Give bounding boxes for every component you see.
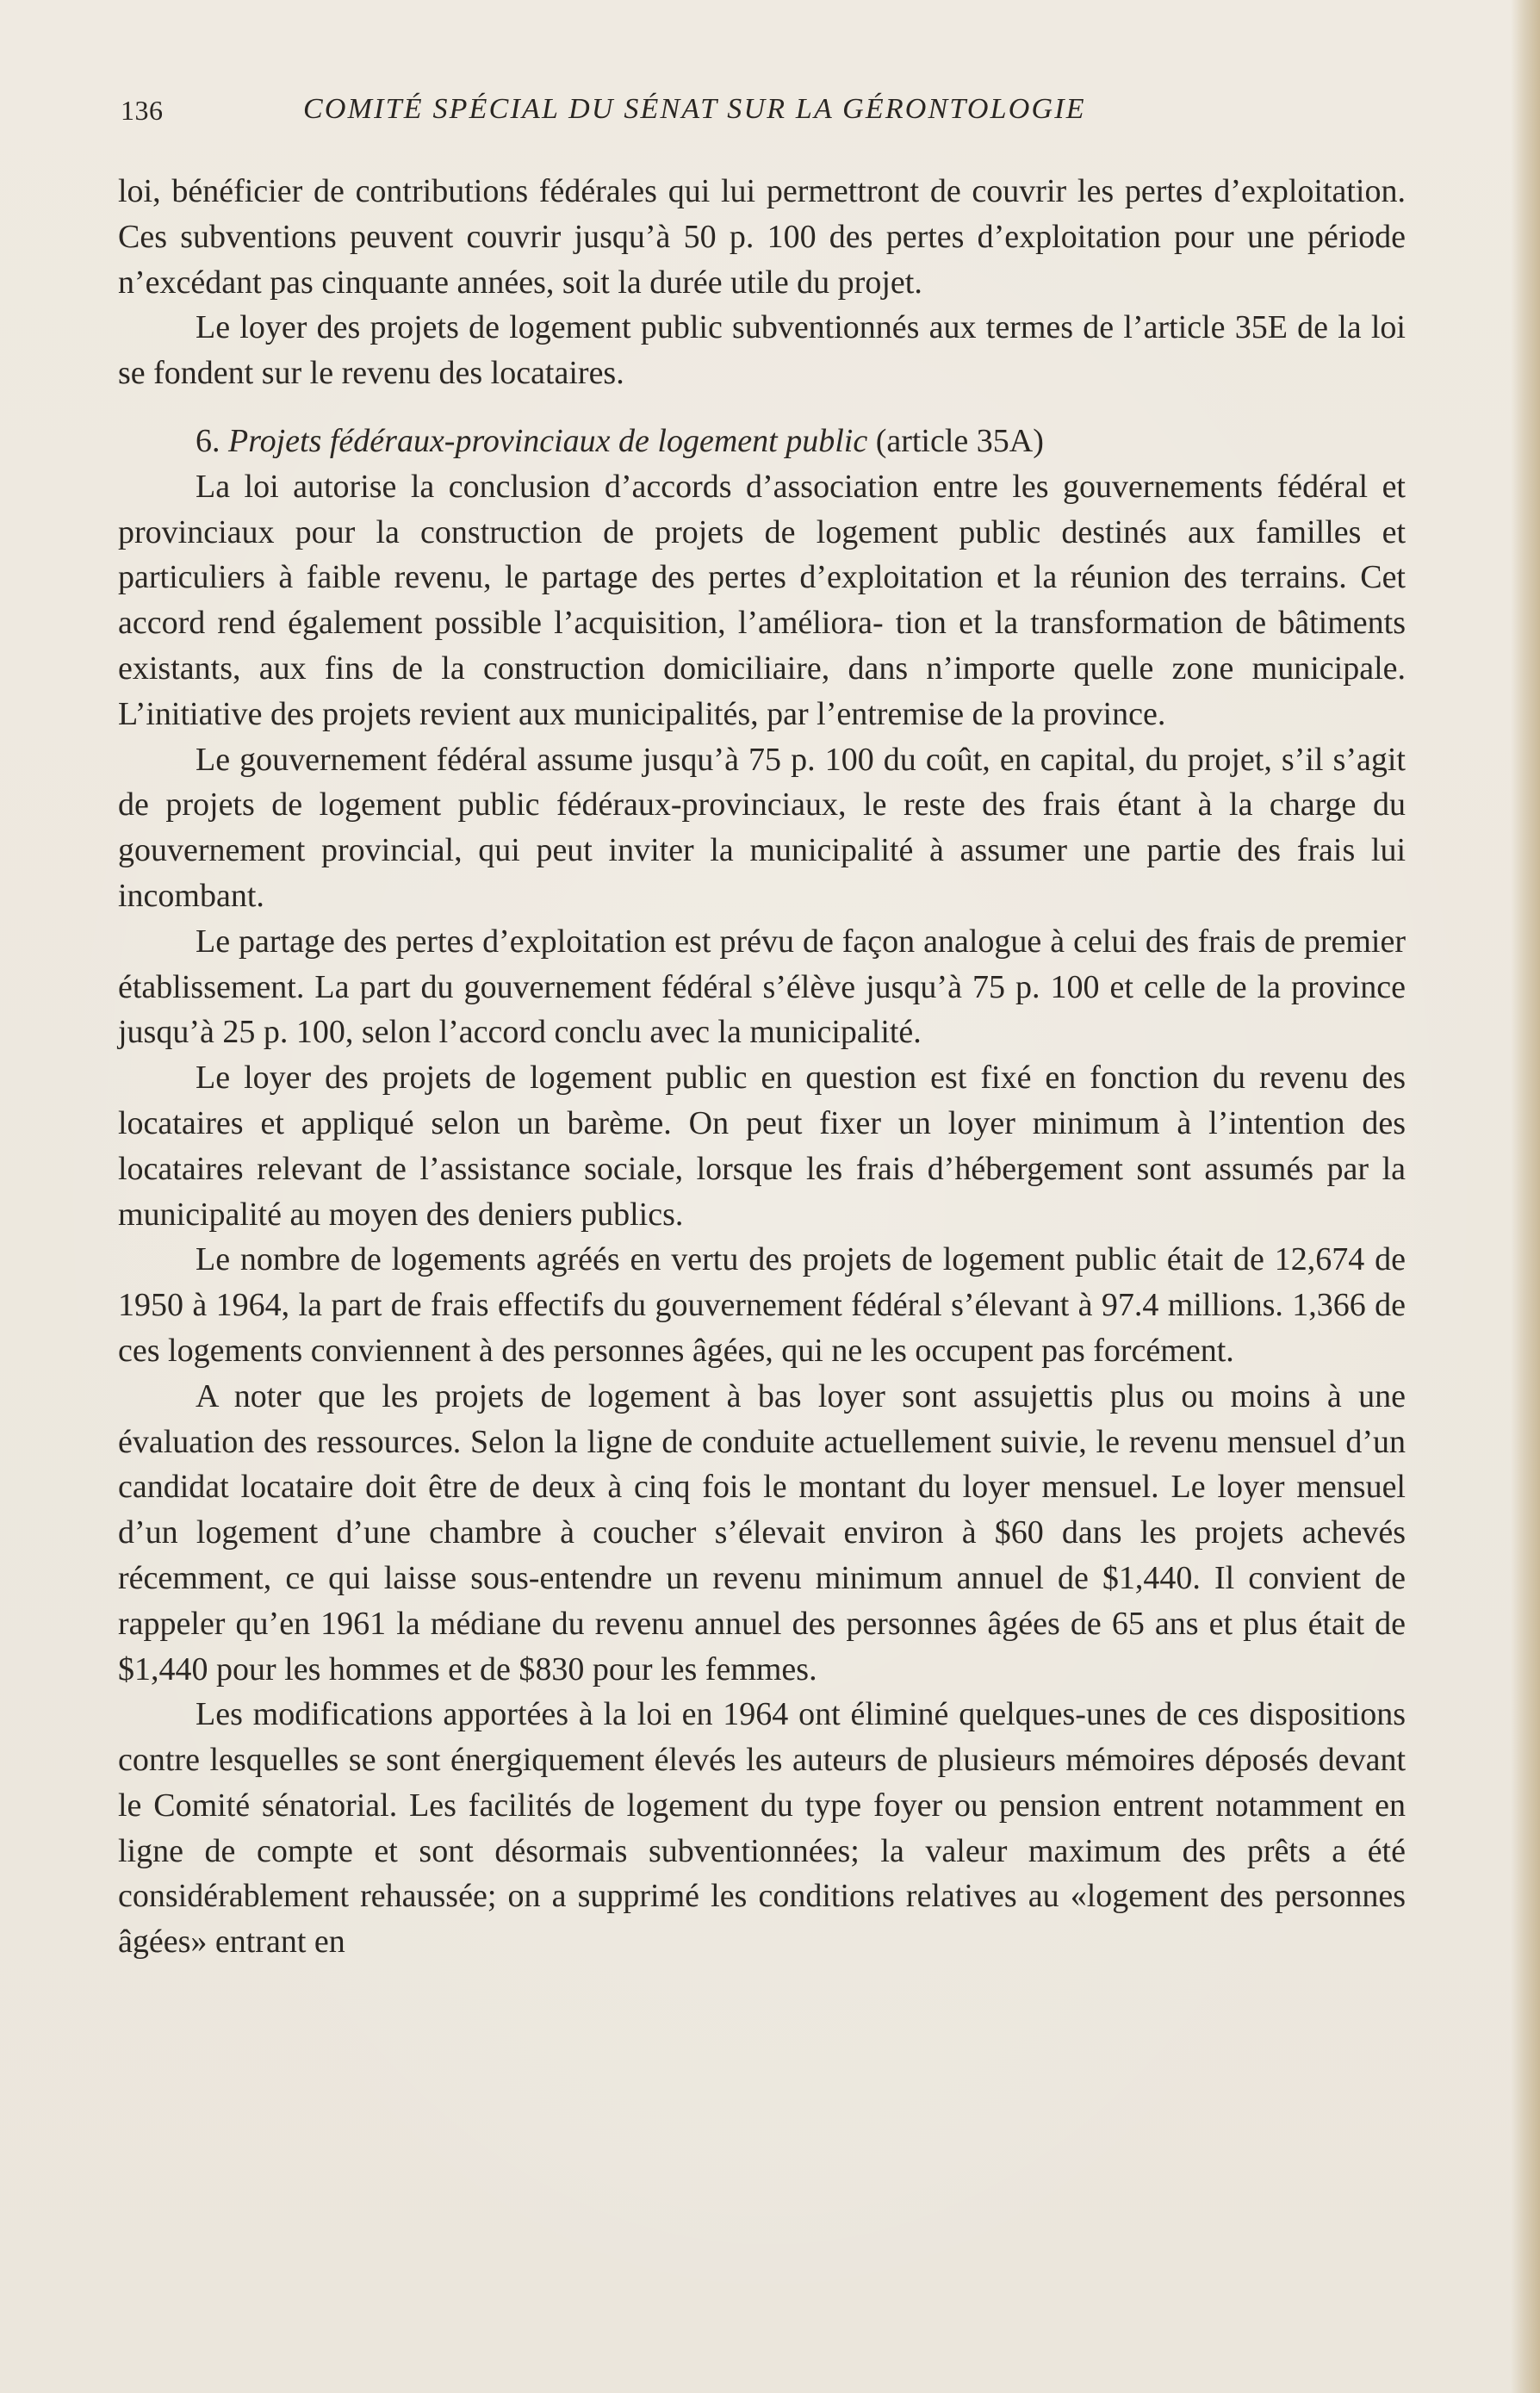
paragraph-agreements: La loi autorise la conclusion d’accords d’association entre les gouvernements fédéral et provinciaux pour la construction de projets de logement public destinés aux familles et particuliers à faible revenu, le partage des pertes d’exploitation et la réunion des terrains. Cet accord rend également possible l’acquisition, l’améliora- tion et la transformation de bâtiments existants, aux fins de la construction domiciliaire, dans n’importe quelle zone municipale. L’initiative des projets revient aux municipalités, par l’entremise de la province. — [118, 468, 1406, 732]
paragraph-unit-count: Le nombre de logements agréés en vertu des projets de logement public était de 12,674 de 1950 à 1964, la part de frais effectifs du gouvernement fédéral s’élevant à 97.4 millions. 1,366 de ces logements conviennent à des personnes âgées, qui ne les occupent pas forcément. — [118, 1241, 1406, 1369]
body-text — [118, 169, 1406, 1965]
paragraph-federal-share: Le gouvernement fédéral assume jusqu’à 75 p. 100 du coût, en capital, du projet, s’il s’agit de projets de logement public fédéraux-provinciaux, le reste des frais étant à la charge du gouvernement provincial, qui peut inviter la municipalité à assumer une partie des frais lui incombant. — [118, 741, 1406, 914]
paragraph-rent-35e: Le loyer des projets de logement public subventionnés aux termes de l’article 35E de la loi se fondent sur le revenu des locataires. — [118, 309, 1406, 392]
running-head: COMITÉ SPÉCIAL DU SÉNAT SUR LA GÉRONTOLOGIE — [303, 93, 1086, 125]
page-edge-shadow — [1511, 0, 1540, 2393]
section-reference: (article 35A) — [875, 422, 1044, 459]
section-heading-6 — [118, 419, 1406, 464]
page-number: 136 — [121, 95, 164, 126]
paragraph-rent-scale: Le loyer des projets de logement public en question est fixé en fonction du revenu des locataires et appliqué selon un barème. On peut fixer un loyer minimum à l’intention des locataires relevant de l’assistance sociale, lorsque les frais d’hébergement sont assumés par la municipalité au moyen des deniers publics. — [118, 1060, 1406, 1233]
paragraph-continuation: loi, bénéficier de contributions fédérales qui lui permettront de couvrir les pertes d’exploitation. Ces subventions peuvent couvrir jusqu’à 50 p. 100 des pertes d’exploitation pour une période n’excédant pas cinquante années, soit la durée utile du projet. — [118, 173, 1406, 301]
section-number: 6. — [196, 422, 220, 459]
section-title: Projets fédéraux-provinciaux de logement public — [228, 422, 868, 459]
page-header — [121, 93, 1408, 136]
paragraph-amendments-1964: Les modifications apportées à la loi en 1964 ont éliminé quelques-unes de ces dispositions contre lesquelles se sont énergiquement élevés les auteurs de plusieurs mémoires déposés devant le Comité sénatorial. Les facilités de logement du type foyer ou pension entrent notamment en ligne de compte et sont désormais subventionnées; la valeur maximum des prêts a été considérablement rehaussée; on a supprimé les conditions relatives au «logement des personnes âgées» entrant en — [118, 1696, 1406, 1961]
paragraph-operating-losses: Le partage des pertes d’exploitation est prévu de façon analogue à celui des frais de premier établissement. La part du gouvernement fédéral s’élève jusqu’à 75 p. 100 et celle de la province jusqu’à 25 p. 100, selon l’accord conclu avec la municipalité. — [118, 923, 1406, 1051]
paragraph-means-test: A noter que les projets de logement à bas loyer sont assujettis plus ou moins à une évaluation des ressources. Selon la ligne de conduite actuellement suivie, le revenu mensuel d’un candidat locataire doit être de deux à cinq fois le montant du loyer mensuel. Le loyer mensuel d’un logement d’une chambre à coucher s’élevait environ à $60 dans les projets achevés récemment, ce qui laisse sous-entendre un revenu minimum annuel de $1,440. Il convient de rappeler qu’en 1961 la médiane du revenu annuel des personnes âgées de 65 ans et plus était de $1,440 pour les hommes et de $830 pour les femmes. — [118, 1377, 1406, 1688]
